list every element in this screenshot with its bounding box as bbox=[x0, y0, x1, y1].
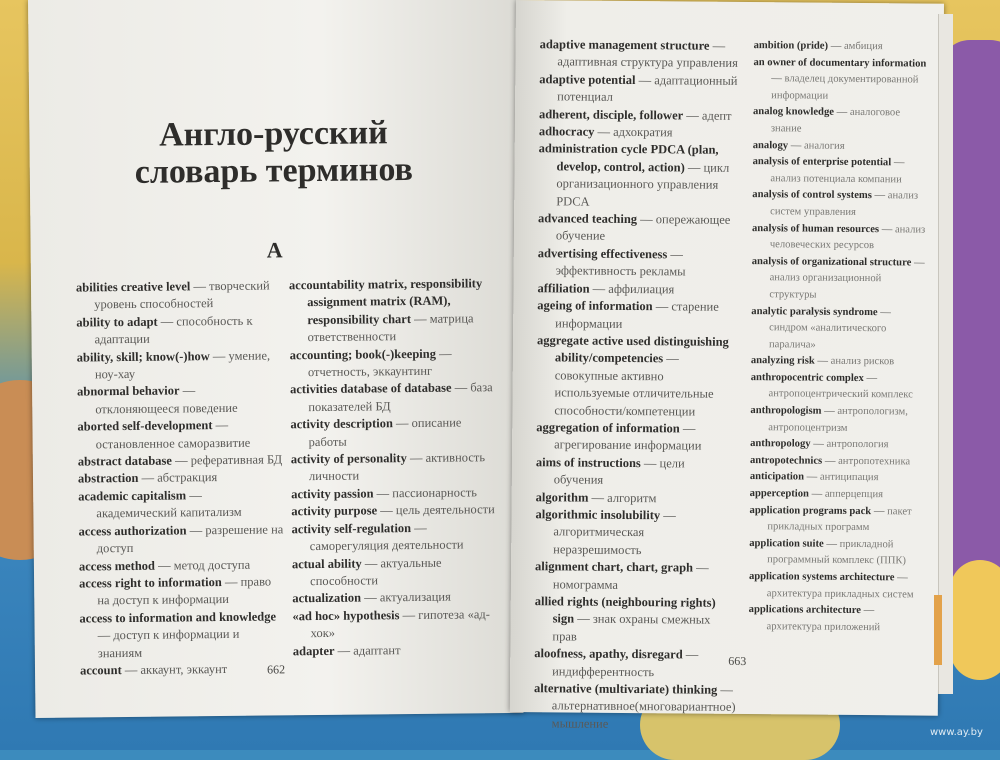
entry-definition: антропоцентрический комплекс bbox=[768, 388, 913, 401]
entry-definition: апперцепция bbox=[824, 488, 884, 501]
entry-separator: — bbox=[215, 418, 229, 433]
dictionary-entry bbox=[753, 104, 929, 139]
dictionary-column bbox=[748, 38, 929, 637]
entry-definition: прикладной программный комплекс (ППК) bbox=[767, 538, 907, 567]
entry-term: academic capitalism bbox=[78, 488, 187, 504]
entry-term: anthropology bbox=[750, 438, 811, 450]
entry-separator: — bbox=[893, 157, 905, 169]
entry-separator: — bbox=[806, 471, 818, 484]
dictionary-entry bbox=[539, 106, 739, 125]
entry-definition: антропология bbox=[826, 438, 889, 451]
entry-separator: — bbox=[638, 72, 652, 87]
right-page bbox=[510, 0, 944, 731]
dictionary-entry bbox=[752, 154, 928, 189]
entry-definition: адаптационный потенциал bbox=[557, 73, 738, 105]
dictionary-entry bbox=[77, 347, 282, 384]
dictionary-entry bbox=[535, 506, 735, 560]
dictionary-entry bbox=[292, 554, 502, 591]
entry-definition: аффилиация bbox=[608, 281, 675, 297]
entry-separator: — bbox=[409, 450, 423, 466]
dictionary-entry bbox=[538, 245, 738, 282]
dictionary-entry bbox=[291, 501, 501, 521]
entry-definition: творческий уровень способностей bbox=[94, 278, 270, 312]
dictionary-entry bbox=[534, 645, 734, 682]
section-letter: A bbox=[266, 237, 283, 263]
entry-term: analysis of control systems bbox=[752, 189, 872, 202]
entry-definition: анализ организационной структуры bbox=[769, 272, 882, 301]
entry-definition: агрегирование информации bbox=[554, 437, 702, 453]
dictionary-entry bbox=[754, 38, 930, 56]
dictionary-entry bbox=[293, 641, 503, 661]
entry-term: algorithmic insolubility bbox=[535, 507, 661, 523]
entry-separator: — bbox=[824, 405, 835, 417]
entry-definition: академический капитализм bbox=[96, 505, 242, 521]
entry-separator: — bbox=[395, 416, 409, 431]
dictionary-column bbox=[76, 277, 285, 679]
entry-separator: — bbox=[640, 212, 653, 227]
entry-definition: пассионарность bbox=[392, 485, 478, 501]
entry-definition: аналоговое знание bbox=[770, 107, 901, 135]
entry-term: access authorization bbox=[78, 523, 187, 539]
book-edge-marker bbox=[934, 595, 942, 665]
entry-separator: — bbox=[124, 662, 138, 677]
entry-term: anticipation bbox=[749, 471, 805, 483]
dictionary-entry bbox=[750, 403, 926, 438]
entry-separator: — bbox=[696, 560, 709, 575]
entry-separator: — bbox=[863, 605, 875, 617]
dictionary-entry bbox=[291, 519, 501, 556]
dictionary-entry bbox=[750, 453, 926, 471]
dictionary-entry bbox=[539, 71, 739, 108]
entry-definition: антропологизм, антропоцентризм bbox=[768, 405, 908, 434]
dictionary-entry bbox=[750, 469, 926, 487]
dictionary-entry bbox=[291, 484, 501, 504]
page-number: 663 bbox=[728, 653, 747, 669]
entry-term: anthropocentric complex bbox=[750, 371, 864, 384]
dictionary-entry bbox=[539, 36, 739, 73]
entry-separator: — bbox=[880, 306, 891, 318]
entry-definition: антиципация bbox=[819, 472, 879, 484]
entry-term: ambition (pride) bbox=[753, 40, 829, 52]
entry-term: aggregate active used distinguishing ability/competencies bbox=[536, 333, 729, 366]
entry-term: alternative (multivariate) thinking bbox=[533, 681, 718, 697]
entry-separator: — bbox=[414, 520, 427, 535]
entry-term: adapter bbox=[292, 643, 335, 658]
dictionary-entry bbox=[536, 489, 736, 508]
entry-definition: аккаунт, эккаунт bbox=[140, 661, 228, 677]
entry-term: accountability matrix, responsibility assignment matrix (RAM), responsibility chart bbox=[288, 276, 483, 327]
entry-term: application systems architecture bbox=[748, 571, 895, 584]
entry-separator: — bbox=[685, 647, 699, 662]
entry-separator: — bbox=[670, 247, 683, 262]
entry-definition: саморегуляция деятельности bbox=[309, 537, 464, 554]
entry-definition: актуализация bbox=[379, 589, 451, 605]
dictionary-entry bbox=[751, 304, 927, 355]
entry-definition: отчетность, эккаунтинг bbox=[307, 363, 433, 380]
dictionary-entry bbox=[78, 469, 283, 489]
entry-separator: — bbox=[414, 311, 427, 326]
entry-term: aggregation of information bbox=[536, 420, 680, 436]
entry-separator: — bbox=[913, 257, 925, 269]
entry-separator: — bbox=[866, 372, 878, 385]
dictionary-entry bbox=[538, 141, 739, 212]
entry-separator: — bbox=[813, 438, 824, 450]
entry-separator: — bbox=[380, 503, 393, 518]
entry-separator: — bbox=[686, 108, 699, 123]
dictionary-column bbox=[289, 275, 503, 660]
entry-definition: адхократия bbox=[613, 124, 673, 140]
entry-definition: аналогия bbox=[803, 140, 845, 152]
entry-term: apperception bbox=[749, 488, 809, 500]
entry-definition: адепт bbox=[701, 108, 732, 123]
entry-definition: адаптант bbox=[353, 642, 401, 658]
entry-separator: — bbox=[591, 490, 605, 505]
page-number: 662 bbox=[266, 662, 286, 677]
dictionary-entry bbox=[749, 569, 925, 604]
dictionary-entry bbox=[80, 660, 285, 680]
entry-separator: — bbox=[189, 522, 203, 538]
entry-separator: — bbox=[364, 555, 378, 571]
entry-definition: абстракция bbox=[157, 470, 218, 486]
entry-term: adherent, disciple, follower bbox=[538, 106, 684, 123]
entry-definition: амбиция bbox=[843, 40, 883, 53]
entry-separator: — bbox=[577, 611, 590, 627]
dictionary-entry bbox=[291, 449, 501, 486]
entry-separator: — bbox=[160, 314, 174, 329]
entry-separator: — bbox=[873, 505, 885, 517]
entry-separator: — bbox=[655, 299, 669, 314]
dictionary-entry bbox=[292, 588, 502, 608]
entry-term: analog knowledge bbox=[752, 106, 835, 119]
entry-definition: способность к адаптации bbox=[94, 313, 253, 347]
entry-definition: алгоритмическая неразрешимость bbox=[553, 524, 645, 557]
entry-term: actualization bbox=[292, 590, 362, 606]
dictionary-entry bbox=[535, 558, 735, 595]
entry-term: activity of personality bbox=[290, 451, 407, 467]
entry-separator: — bbox=[438, 346, 452, 361]
dictionary-entry bbox=[538, 210, 738, 247]
entry-term: affiliation bbox=[537, 280, 590, 296]
entry-separator: — bbox=[376, 486, 390, 501]
entry-separator: — bbox=[212, 348, 226, 363]
entry-definition: актуальные способности bbox=[310, 555, 442, 588]
entry-separator: — bbox=[224, 574, 238, 589]
entry-separator: — bbox=[666, 351, 679, 366]
entry-definition: эффективность рекламы bbox=[555, 263, 686, 279]
dictionary-entry bbox=[78, 451, 283, 471]
entry-separator: — bbox=[643, 455, 657, 470]
entry-definition: индифферентность bbox=[552, 663, 655, 679]
entry-term: activity description bbox=[290, 416, 393, 432]
dictionary-entry bbox=[534, 593, 734, 647]
entry-term: ability to adapt bbox=[76, 314, 158, 330]
entry-definition: цели обучения bbox=[553, 456, 685, 487]
entry-separator: — bbox=[824, 455, 836, 467]
entry-definition: активность личности bbox=[308, 450, 486, 484]
entry-definition: умение, ноу-хау bbox=[94, 348, 271, 382]
entry-definition: антропотехника bbox=[838, 455, 911, 468]
entry-separator: — bbox=[364, 590, 377, 605]
left-page bbox=[28, 0, 523, 718]
entry-term: activity self-regulation bbox=[291, 520, 412, 536]
entry-definition: старение информации bbox=[555, 299, 719, 331]
entry-term: accounting; book(-)keeping bbox=[289, 346, 436, 362]
dictionary-entry bbox=[292, 606, 502, 643]
dictionary-entry bbox=[539, 123, 739, 142]
entry-definition: архитектура прикладных систем bbox=[766, 587, 914, 601]
dictionary-entry bbox=[78, 486, 283, 523]
dictionary-entry bbox=[751, 254, 927, 305]
dictionary-entry bbox=[77, 417, 282, 454]
dictionary-column bbox=[534, 36, 740, 734]
dictionary-entry bbox=[537, 280, 737, 299]
dictionary-entry bbox=[752, 187, 928, 222]
dictionary-entry bbox=[79, 556, 284, 576]
entry-definition: метод доступа bbox=[173, 557, 251, 573]
entry-definition: опережающее обучение bbox=[555, 212, 731, 244]
entry-term: access method bbox=[78, 558, 156, 573]
entry-definition: цель деятельности bbox=[395, 502, 495, 518]
entry-definition: разрешение на доступ bbox=[96, 522, 284, 556]
entry-definition: архитектура приложений bbox=[766, 620, 881, 633]
entry-term: administration cycle PDCA (plan, develop, control, action) bbox=[538, 141, 719, 175]
entry-definition: алгоритм bbox=[607, 490, 657, 505]
entry-separator: — bbox=[826, 538, 838, 550]
dictionary-entry bbox=[536, 419, 736, 456]
entry-definition: знак охраны смежных прав bbox=[552, 612, 711, 644]
entry-separator: — bbox=[597, 124, 611, 139]
entry-definition: синдром «аналитического паралича» bbox=[768, 322, 887, 351]
dictionary-entry bbox=[289, 275, 500, 347]
dictionary-entry bbox=[751, 353, 927, 371]
entry-term: aloofness, apathy, disregard bbox=[534, 646, 683, 662]
entry-definition: анализ человеческих ресурсов bbox=[769, 223, 926, 252]
book-page-edge bbox=[938, 14, 953, 694]
dictionary-entry bbox=[752, 221, 928, 256]
dictionary-entry bbox=[749, 503, 925, 538]
dictionary-entry bbox=[536, 332, 737, 421]
dictionary-entry bbox=[76, 277, 281, 314]
dictionary-entry bbox=[748, 602, 924, 637]
entry-term: aims of instructions bbox=[535, 454, 641, 470]
entry-separator: — bbox=[454, 380, 468, 395]
entry-definition: реферативная БД bbox=[190, 452, 283, 468]
entry-term: actual ability bbox=[291, 556, 362, 571]
dictionary-entry bbox=[753, 55, 929, 106]
dictionary-entry bbox=[79, 608, 285, 662]
entry-term: adaptive potential bbox=[539, 72, 636, 87]
entry-separator: — bbox=[790, 139, 802, 152]
entry-term: applications architecture bbox=[748, 604, 862, 617]
entry-definition: матрица ответственности bbox=[307, 311, 474, 345]
entry-term: analysis of human resources bbox=[751, 222, 880, 235]
entry-term: aborted self-development bbox=[77, 418, 213, 434]
entry-definition: право на доступ к информации bbox=[97, 574, 272, 608]
entry-term: access to information and knowledge bbox=[79, 609, 277, 626]
entry-definition: гипотеза «ад-хок» bbox=[310, 606, 490, 641]
dictionary-entry bbox=[79, 573, 284, 610]
entry-term: account bbox=[79, 662, 122, 678]
entry-separator: — bbox=[897, 572, 908, 584]
entry-term: abilities creative level bbox=[75, 279, 191, 295]
entry-definition: анализ потенциала компании bbox=[770, 172, 902, 186]
entry-separator: — bbox=[402, 607, 416, 622]
entry-term: activity passion bbox=[291, 486, 374, 502]
dictionary-entry bbox=[76, 312, 281, 349]
dictionary-entry bbox=[753, 138, 929, 156]
entry-definition: доступ к информации и знаниям bbox=[97, 626, 240, 660]
dictionary-entry bbox=[290, 380, 500, 417]
entry-term: application suite bbox=[749, 537, 824, 550]
entry-separator: — bbox=[720, 682, 734, 697]
entry-separator: — bbox=[592, 281, 606, 296]
entry-term: ability, skill; know(-)how bbox=[76, 348, 210, 365]
entry-definition: пакет прикладных программ bbox=[767, 505, 912, 534]
entry-term: antropotechnics bbox=[749, 454, 823, 467]
entry-term: access right to information bbox=[79, 574, 222, 591]
dictionary-entry bbox=[750, 436, 926, 454]
entry-definition: номограмма bbox=[552, 576, 619, 592]
entry-definition: описание работы bbox=[308, 415, 462, 449]
entry-separator: — bbox=[811, 488, 823, 500]
dictionary-entry bbox=[750, 486, 926, 504]
dictionary-entry bbox=[77, 382, 282, 419]
entry-separator: — bbox=[687, 160, 701, 175]
entry-separator: — bbox=[193, 279, 207, 294]
entry-term: advertising effectiveness bbox=[537, 246, 668, 262]
entry-separator: — bbox=[174, 453, 188, 468]
entry-definition: остановленное саморазвитие bbox=[95, 435, 251, 451]
entry-term: activities database of database bbox=[290, 381, 452, 397]
entry-definition: цикл организационного управления PDCA bbox=[556, 160, 730, 209]
entry-definition: альтернативное(многовариантное) мышление bbox=[551, 698, 736, 731]
entry-separator: — bbox=[337, 643, 351, 658]
entry-term: activity purpose bbox=[291, 503, 378, 519]
entry-term: analysis of enterprise potential bbox=[752, 156, 892, 169]
entry-separator: — bbox=[830, 40, 842, 52]
entry-separator: — bbox=[881, 223, 893, 235]
entry-separator: — bbox=[771, 73, 782, 85]
entry-separator: — bbox=[682, 421, 696, 436]
entry-separator: — bbox=[836, 107, 848, 119]
dictionary-entry bbox=[749, 536, 925, 571]
entry-term: abstract database bbox=[77, 453, 172, 469]
entry-definition: адаптивная структура управления bbox=[557, 54, 738, 71]
entry-definition: отклоняющееся поведение bbox=[95, 400, 238, 417]
entry-term: algorithm bbox=[535, 489, 589, 505]
entry-term: adhocracy bbox=[538, 124, 595, 139]
entry-definition: анализ систем управления bbox=[770, 190, 919, 218]
entry-term: ageing of information bbox=[537, 298, 653, 314]
watermark: www.ay.by bbox=[930, 727, 983, 738]
dictionary-entry bbox=[537, 297, 737, 334]
entry-term: abstraction bbox=[77, 471, 139, 486]
entry-term: analysis of organizational structure bbox=[751, 255, 912, 269]
entry-term: adaptive management structure bbox=[539, 37, 710, 53]
entry-separator: — bbox=[97, 628, 111, 643]
entry-separator: — bbox=[141, 471, 155, 486]
entry-term: analogy bbox=[752, 139, 789, 151]
entry-term: anthropologism bbox=[750, 405, 822, 417]
entry-separator: — bbox=[663, 508, 676, 523]
entry-term: analyzing risk bbox=[750, 355, 815, 367]
background-toy-shape bbox=[950, 560, 1000, 680]
entry-term: advanced teaching bbox=[538, 211, 638, 227]
dictionary-entry bbox=[78, 521, 283, 558]
entry-term: abnormal behavior bbox=[77, 383, 180, 399]
entry-definition: совокупные активно используемые отличительные способности/компетенции bbox=[554, 368, 714, 419]
entry-definition: анализ рисков bbox=[830, 356, 895, 368]
entry-term: allied rights (neighbouring rights) sign bbox=[534, 594, 716, 626]
page-title-line2: словарь терминов bbox=[134, 150, 414, 191]
dictionary-entry bbox=[534, 680, 734, 734]
dictionary-entry bbox=[750, 370, 926, 405]
entry-term: application programs pack bbox=[749, 504, 872, 517]
entry-term: alignment chart, chart, graph bbox=[534, 559, 694, 575]
entry-definition: база показателей БД bbox=[308, 380, 493, 414]
entry-separator: — bbox=[182, 383, 196, 398]
entry-term: an owner of documentary information bbox=[753, 56, 927, 70]
entry-separator: — bbox=[158, 558, 171, 573]
entry-separator: — bbox=[817, 355, 829, 368]
entry-separator: — bbox=[189, 488, 202, 503]
dictionary-entry bbox=[536, 454, 736, 491]
entry-separator: — bbox=[874, 190, 886, 202]
dictionary-entry bbox=[290, 345, 500, 382]
entry-term: «ad hoc» hypothesis bbox=[292, 607, 400, 623]
entry-term: analytic paralysis syndrome bbox=[751, 305, 878, 318]
dictionary-entry bbox=[290, 414, 500, 451]
page-title-line1: Англо-русский bbox=[158, 114, 388, 154]
entry-definition: владелец документированной информации bbox=[771, 73, 919, 102]
entry-separator: — bbox=[712, 38, 726, 53]
